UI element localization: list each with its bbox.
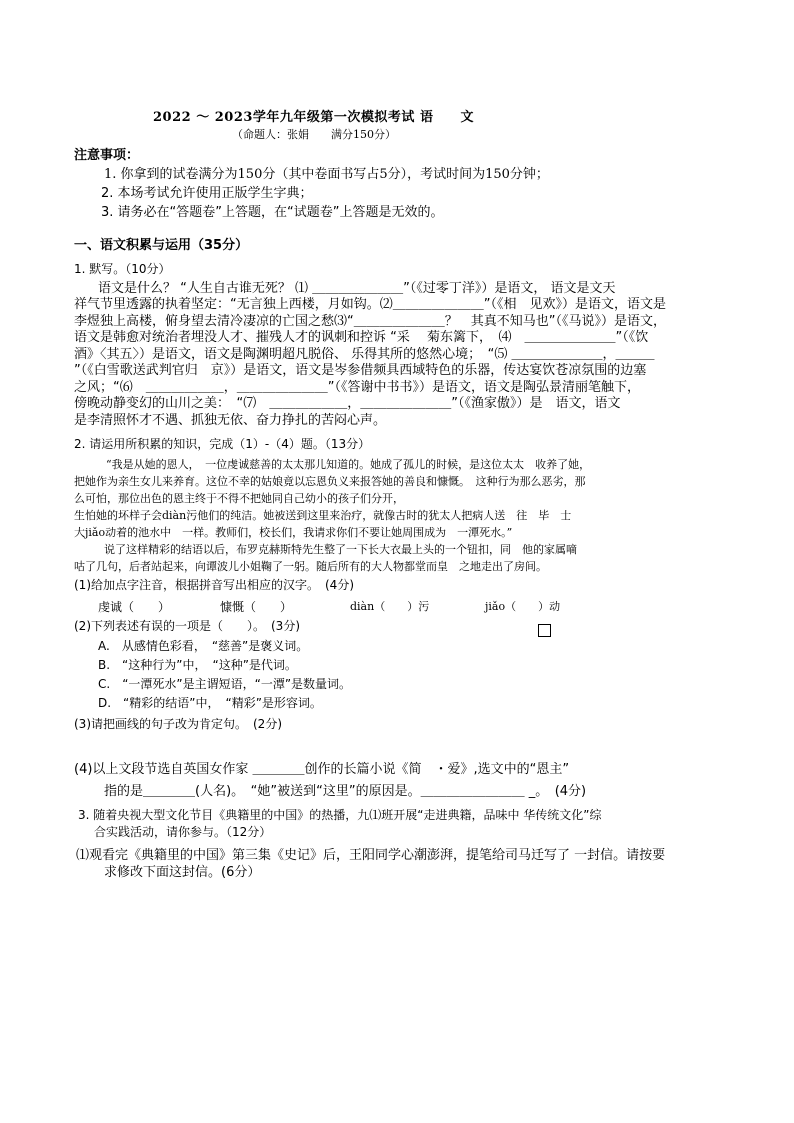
- q2-sub1-item: diàn（ ）污: [350, 600, 430, 613]
- q2-label: 2. 请运用所积累的知识，完成（1）-（4）题。（13分）: [74, 437, 371, 451]
- q2-sub1-label: (1)给加点字注音，根据拼音写出相应的汉字。 (4分): [74, 578, 354, 592]
- q1-line: 语文是什么？ “人生自古谁无死？ ⑴ ＿＿＿＿＿＿＿”（《过零丁洋》）是语文， 语文是文天: [98, 281, 616, 296]
- q2-sub1-item: jiǎo（ ）动: [485, 600, 561, 613]
- passage-line: 么可怕，那位出色的恩主终于不得不把她同自己幼小的孩子们分开，: [74, 492, 404, 505]
- q2-sub2-option: B. “这种行为”中， “这种”是代词。: [98, 658, 297, 672]
- q1-line: 傍晚动静变幻的山川之美： “⑺ ＿＿＿＿＿＿，＿＿＿＿＿＿＿”（《渔家傲》）是 语文，语文: [74, 396, 621, 411]
- q2-sub2-option: C. “一潭死水”是主谓短语，“一潭”是数量词。: [98, 677, 352, 691]
- passage-line: “我是从她的恩人， 一位虔诚慈善的太太那儿知道的。她成了孤儿的时候，是这位太太 收养了她，: [106, 458, 591, 471]
- notice-item-2: 2. 本场考试允许使用正版学生字典；: [101, 186, 313, 201]
- q2-sub2-option: D. “精彩的结语”中， “精彩”是形容词。: [98, 696, 322, 710]
- q2-sub2-option: A. 从感情色彩看， “慈善”是褒义词。: [98, 639, 309, 653]
- page-title: 2022 ～ 2023学年九年级第一次模拟考试 语 文: [153, 110, 474, 125]
- passage-line: 把她作为亲生女儿来养育。这位不幸的姑娘竟以忘恩负义来报答她的善良和慷慨。 这种行为那么恶劣，那: [74, 475, 586, 488]
- answer-box[interactable]: [538, 624, 551, 637]
- q3-label-line2: 合实践活动，请你参与。（12分）: [94, 825, 272, 839]
- q2-sub1-item: 虔诚（ ）: [98, 600, 171, 614]
- q2-sub1-item: 慷慨（ ）: [220, 600, 293, 614]
- passage-line: 说了这样精彩的结语以后，布罗克赫斯特先生整了一下长大衣最上头的一个钮扣，同 他的家属嘀: [104, 543, 577, 556]
- q1-label: 1. 默写。（10分）: [74, 262, 171, 276]
- q2-sub4-line1: (4)以上文段节选自英国女作家 ＿＿＿＿创作的长篇小说《简 ・爱》,选文中的“恩主”: [74, 762, 570, 777]
- section-heading: 一、语文积累与运用（35分）: [74, 238, 249, 253]
- q2-sub4-line2: 指的是＿＿＿＿(人名)。 “她”被送到“这里”的原因是。＿＿＿＿＿＿＿＿ _。 (4分): [104, 784, 587, 799]
- passage-line: 生怕她的坏样子会diàn污他们的纯洁。她被送到这里来治疗，就像古时的犹太人把病人送 往 毕 士: [74, 509, 572, 522]
- q3-sub1-line1: ⑴观看完《典籍里的中国》第三集《史记》后，王阳同学心潮澎湃，提笔给司马迁写了 一封信。请按要: [76, 848, 666, 863]
- notice-item-1: 1. 你拿到的试卷满分为150分（其中卷面书写占5分），考试时间为150分钟；: [104, 167, 549, 182]
- notice-item-3: 3. 请务必在“答题卷”上答题，在“试题卷”上答题是无效的。: [101, 205, 444, 220]
- q2-sub2-label: (2)下列表述有误的一项是（ ）。 (3分): [74, 619, 300, 633]
- q1-line: 酒》〈其五〉）是语文，语文是陶渊明超凡脱俗、 乐得其所的悠然心境； “⑸ ＿＿＿＿＿＿＿，＿＿＿: [74, 347, 655, 362]
- q3-label-line1: 3. 随着央视大型文化节目《典籍里的中国》的热播，九⑴班开展“走进典籍，品味中 华传统文化”综: [78, 808, 602, 822]
- q1-line: ”（《白雪歌送武判官归 京》）是语文，语文是岑参借频具西域特色的乐器，传达宴饮苍凉氛围的边塞: [74, 363, 647, 378]
- q1-line: 之风；“⑹ ＿＿＿＿＿＿，＿＿＿＿＿＿＿”（《答谢中书书》）是语文，语文是陶弘景清丽笔触下，: [74, 380, 640, 395]
- passage-line: 大jiǎo动着的池水中 一样。教师们，校长们，我请求你们不要让她周围成为 一潭死水。”: [74, 526, 513, 539]
- page-subtitle: （命题人：张娟 满分150分）: [232, 128, 396, 141]
- q1-line: 祥气节里透露的执着坚定：“无言独上西楼，月如钩。⑵＿＿＿＿＿＿＿”（《相 见欢》）是语文，语文是: [74, 297, 666, 312]
- notice-heading: 注意事项：: [74, 148, 140, 163]
- q3-sub1-line2: 求修改下面这封信。(6分）: [104, 865, 261, 880]
- q1-line: 语文是韩愈对统治者埋没人才、摧残人才的讽刺和控诉 “采 菊东篱下， ⑷ ＿＿＿＿＿＿＿”（《饮: [74, 330, 649, 345]
- q1-line: 李煜独上高楼，俯身望去清冷凄凉的亡国之愁⑶“＿＿＿＿＿＿＿？ 其真不知马也”（《马说》）是语文，: [74, 314, 666, 329]
- q2-sub3-label: (3)请把画线的句子改为肯定句。 (2分): [74, 717, 282, 731]
- q1-line: 是李清照怀才不遇、抓独无依、奋力挣扎的苦闷心声。: [74, 413, 387, 428]
- passage-line: 咕了几句，后者站起来，向谭波儿小姐鞠了一躬。随后所有的大人物都堂而皇 之地走出了房间。: [74, 560, 547, 573]
